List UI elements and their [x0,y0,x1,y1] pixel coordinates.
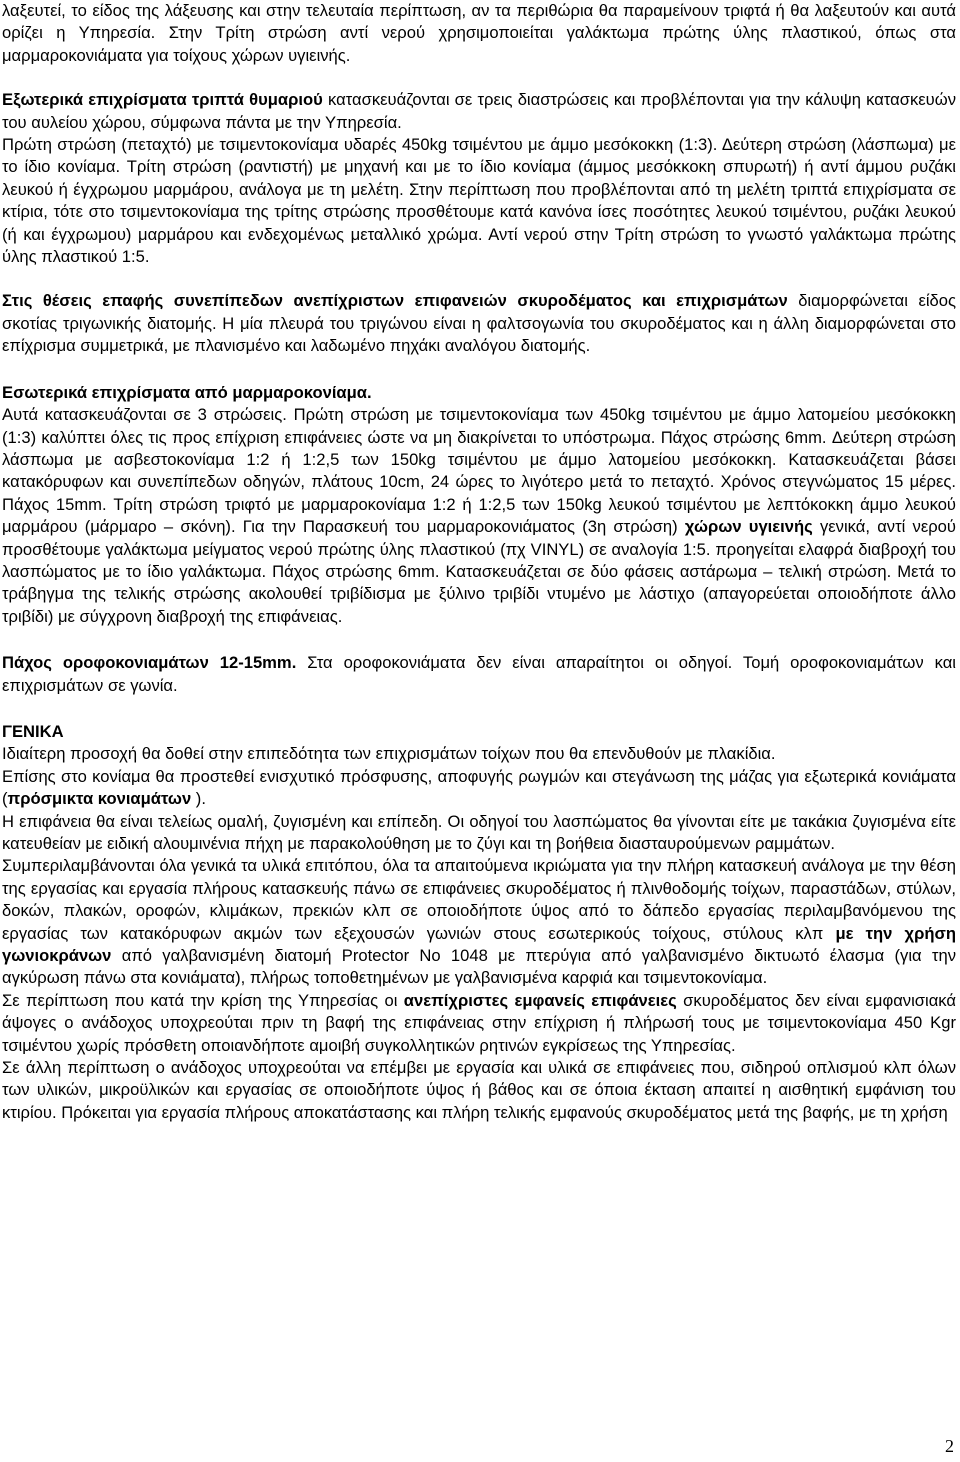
paragraph-exterior-plaster [2,89,956,134]
heading-exterior-plaster: Εξωτερικά επιχρίσματα τριπτά θυμαριού [2,90,323,110]
exterior-plaster-text-1: κατασκευάζονται σε τρεις διαστρώσεις και προβλέπονται για την κάλυψη κατασκευών του αυλείου χώρου, σύμφωνα πάντα με την Υπηρεσία. [2,90,956,132]
general-paragraph-3: Η επιφάνεια θα είναι τελείως ομαλή, ζυγισμένη και επίπεδη. Οι οδηγοί του λασπώματος θα γίνονται είτε με τακάκια ζυγισμένα είτε κατευθείαν με ειδική αλουμινένια πήχη με παρακολούθηση με το ζύγι και τη βοήθεια διασταυρούμενων ραμμάτων. [2,811,956,853]
interior-plaster-text-2: γενικά, αντί νερού προσθέτουμε γαλάκτωμα μείγματος νερού πρώτης ύλης πλαστικού (πχ VINYL) σε αναλογία 1:5. προηγείται ελαφρά διαβροχή του λασπώματος με το ίδιο γαλάκτωμα. Πάχος στρώσης 6mm. Κατασκευάζεται σε δύο φάσεις αστάρωμα – τελική στρώση. Μετά το τράβηγμα της τελικής στρώσης ακολουθεί τριβίδισμα με ξύλινο τριβίδι ντυμένο με λάστιχο (απαγορεύεται οποιοδήποτε άλλο τριβίδι) με σύγχρονη διαβροχή της επιφάνειας. [2,517,956,626]
page-number: 2 [945,1436,954,1456]
heading-interior-plaster: Εσωτερικά επιχρίσματα από μαρμαροκονίαμα. [2,382,372,402]
general-p4-text-a: Συμπεριλαμβάνονται όλα γενικά τα υλικά επιτόπου, όλα τα απαιτούμενα ικριώματα για την πλήρη κατασκευή ανάλογα με την θέση της εργασίας και εργασία πλήρους κατασκευής πάνω σε επιφάνειες σκυροδέματος ή πλινθοδομής τοίχων, παραστάδων, στύλων, δοκών, πλακών, οροφών, κλιμάκων, πρεκιών κλπ σε οποιοδήποτε ύψος από το δάπεδο εργασίας περιλαμβανόμενου της εργασίας των κατακόρυφων ακμών των εξεχουσών γωνιών στους εσωτερικούς τοίχους, στύλους κλπ [2,856,956,943]
general-p2-text-a: Επίσης στο κονίαμα θα προστεθεί ενισχυτικό πρόσφυσης, αποφυγής ρωγμών και στεγάνωση της μάζας για εξωτερικά κονιάματα ( [2,766,956,809]
general-paragraph-2 [2,766,956,811]
general-p4-text-c: από γαλβανισμένη διατομή Protector No 1048 με πτερύγια από γαλβανισμένο δικτυωτό έλασμα (για την αγκύρωση πάνω στα κονιάματα), πλήρως τοποθετημένων με γαλβανισμένα καρφιά και τσιμεντοκονίαμα. [2,946,956,988]
general-paragraph-5 [2,990,956,1057]
paragraph-intro: λαξευτεί, το είδος της λάξευσης και στην τελευταία περίπτωση, αν τα περιθώρια θα παραμείνουν τριφτά ή θα λαξευτούν και αυτά ορίζει η Υπηρεσία. Στην Τρίτη στρώση αντί νερού χρησιμοποιείται γαλάκτωμα πρώτης ύλης πλαστικού, όπως στα μαρμαροκονιάματα για τοίχους χώρων υγιεινής. [2,1,956,65]
general-p2-bold: πρόσμικτα κονιαμάτων [7,789,192,809]
paragraph-interior-plaster [2,404,956,628]
general-p4-bold: με την χρήση γωνιοκράνων [2,923,956,966]
paragraph-ceiling-plaster [2,652,956,697]
general-paragraph-1: Ιδιαίτερη προσοχή θα δοθεί στην επιπεδότητα των επιχρισμάτων τοίχων που θα επενδυθούν με πλακίδια. [2,744,776,764]
general-p5-bold: ανεπίχριστες εμφανείς επιφάνειες [403,990,677,1010]
paragraph-contact-points [2,290,956,357]
contact-points-text: διαμορφώνεται είδος σκοτίας τριγωνικής διατομής. Η μία πλευρά του τριγώνου είναι η φαλτσογωνία του σκυροδέματος και η άλλη διαμορφώνεται στο επίχρισμα συμμετρικά, με πλανισμένο και λαδωμένο πηχάκι αναλόγου διατομής. [2,291,957,356]
interior-plaster-bold: χώρων υγιεινής [684,517,813,537]
general-p5-text-c: σκυροδέματος δεν είναι εμφανισιακά άψογες ο ανάδοχος υποχρεούται πριν τη βαφή της επιφάνειας στην επίχριση ή πλήρωσή τους με τσιμεντοκονίαμα 450 Kgr τσιμέντου χωρίς πρόσθετη οποιανδήποτε αμοιβή συγκολλητικών ρητινών εγκρίσεως της Υπηρεσίας. [2,990,956,1055]
heading-ceiling-plaster: Πάχος οροφοκονιαμάτων 12-15mm. [2,653,297,673]
general-paragraph-6: Σε άλλη περίπτωση ο ανάδοχος υποχρεούται να επέμβει με εργασία και υλικά σε επιφάνειες που, σιδηρού οπλισμού κλπ όλων των υλικών, μικροϋλικών και εργασίας σε οποιοδήποτε ύψος ή βάθος και σε όποια έκταση απαιτεί η αισθητική εμφάνιση του κτιρίου. Πρόκειται για εργασία πλήρους αποκατάστασης και πλήρη τελικής εμφανούς σκυροδέματος μετά της βαφής, με τη χρήση [2,1058,956,1122]
general-p2-text-c: ). [191,789,206,809]
heading-general: ΓΕΝΙΚΑ [2,721,64,741]
ceiling-plaster-text: Στα οροφοκονιάματα δεν είναι απαραίτητοι οι οδηγοί. Τομή οροφοκονιαμάτων και επιχρισμάτων σε γωνία. [2,653,956,695]
general-p5-text-a: Σε περίπτωση που κατά την κρίση της Υπηρεσίας οι [2,990,404,1010]
general-paragraph-4 [2,855,956,989]
heading-contact-points: Στις θέσεις επαφής συνεπίπεδων ανεπίχριστων επιφανειών σκυροδέματος και επιχρισμάτων [2,291,788,311]
interior-plaster-text-1: Αυτά κατασκευάζονται σε 3 στρώσεις. Πρώτη στρώση με τσιμεντοκονίαμα των 450kg τσιμέντου με άμμο λατομείου μεσόκοκκη (1:3) καλύπτει όλες τις προς επίχριση επιφάνειες ώστε να μη διακρίνεται το υπόστρωμα. Πάχος στρώσης 6mm. Δεύτερη στρώση λάσπωμα με ασβεστοκονίαμα 1:2 ή 1:2,5 των 150kg τσιμέντου με άμμο λατομείου μεσόκοκκη. Κατασκευάζεται βάσει κατακόρυφων και συνεπίπεδων οδηγών, πλάτους 10cm, 24 ώρες το λιγότερο μετά το πεταχτό. Χρόνος στεγνώματος 15 μέρες. Πάχος 15mm. Τρίτη στρώση τριφτό με μαρμαροκονίαμα 1:2 ή 1:2,5 των 150kg λευκού τσιμέντου με λεπτόκοκκη άμμο λευκού μαρμάρου (μάρμαρο – σκόνη). Για την Παρασκευή του μαρμαροκονιάματος (3η στρώση) [2,405,956,537]
paragraph-exterior-plaster-layers: Πρώτη στρώση (πεταχτό) με τσιμεντοκονίαμα υδαρές 450kg τσιμέντου με άμμο μεσόκοκκη (1:3). Δεύτερη στρώση (λάσπωμα) με το ίδιο κονίαμα. Τρίτη στρώση (ραντιστή) με μηχανή και με το ίδιο κονίαμα (άμμος μεσόκκοκη σπυρωτή) ή αντί άμμου ρυζάκι λευκού ή έγχρωμου μαρμάρου, ανάλογα με τη μελέτη. Στην περίπτωση που προβλέπονται από τη μελέτη τριπτά επιχρίσματα σε κτίρια, τότε στο τσιμεντοκονίαμα της τρίτης στρώσης προσθέτουμε κατά κανόνα ίσες ποσότητες λευκού τσιμέντου, ρυζάκι λευκού (ή και έγχρωμου) μαρμάρου και ενδεχομένως μεταλλικό χρώμα. Αντί νερού στην Τρίτη στρώση το γνωστό γαλάκτωμα πρώτης ύλης πλαστικού 1:5. [2,135,956,267]
